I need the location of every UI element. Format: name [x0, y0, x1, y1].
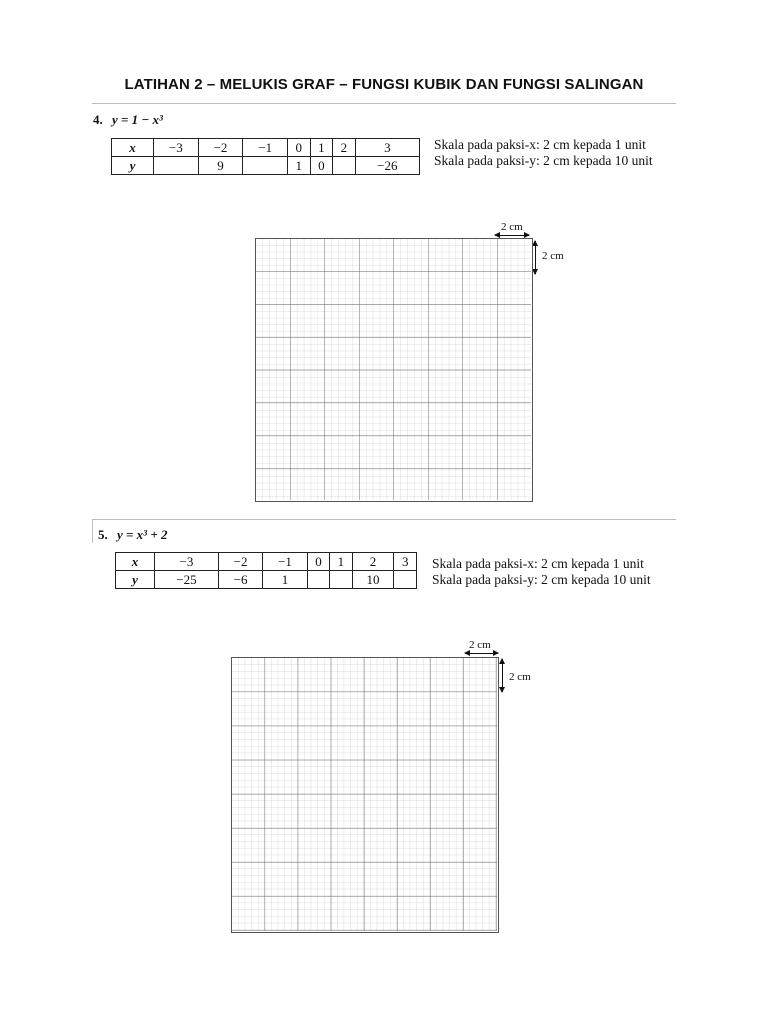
table-row-x [112, 139, 420, 157]
scale-text [432, 556, 651, 588]
table-cell: 2 [333, 139, 356, 157]
dimension-label-vertical: 2 cm [542, 250, 564, 262]
dimension-label-horizontal: 2 cm [469, 639, 491, 651]
table-cell: −3 [154, 139, 199, 157]
table-header-x: x [112, 139, 154, 157]
dimension-arrow-vertical [535, 241, 536, 274]
graph-paper-lines [232, 658, 497, 931]
table-cell: 1 [310, 139, 333, 157]
scale-x-line: Skala pada paksi-x: 2 cm kepada 1 unit [434, 137, 646, 152]
table-cell: 9 [198, 157, 243, 175]
table-cell [330, 571, 352, 589]
table-cell: 3 [394, 553, 417, 571]
table-cell [154, 157, 199, 175]
section-divider [92, 103, 676, 104]
table-cell [307, 571, 329, 589]
table-cell: 1 [330, 553, 352, 571]
table-cell: 0 [307, 553, 329, 571]
table-cell: 2 [352, 553, 394, 571]
table-header-y: y [116, 571, 155, 589]
dimension-arrow-horizontal [465, 653, 498, 654]
graph-paper-lines [256, 239, 531, 500]
table-cell [333, 157, 356, 175]
table-cell: −25 [155, 571, 219, 589]
table-cell: 10 [352, 571, 394, 589]
question-5-heading [98, 527, 167, 543]
section-divider [92, 519, 676, 520]
question-4-heading [93, 112, 163, 128]
dimension-arrow-horizontal [495, 235, 529, 236]
table-row-y [116, 571, 417, 589]
scale-text [434, 137, 653, 169]
table-row-x [116, 553, 417, 571]
question-equation: y = 1 − x³ [112, 112, 163, 127]
table-cell [243, 157, 288, 175]
graph-paper-grid [231, 657, 499, 933]
dimension-label-vertical: 2 cm [509, 671, 531, 683]
table-header-x: x [116, 553, 155, 571]
table-cell: −1 [263, 553, 307, 571]
page-title: LATIHAN 2 – MELUKIS GRAF – FUNGSI KUBIK DAN FUNGSI SALINGAN [124, 76, 644, 93]
scale-y-line: Skala pada paksi-y: 2 cm kepada 10 unit [434, 153, 653, 168]
scale-x-line: Skala pada paksi-x: 2 cm kepada 1 unit [432, 556, 644, 571]
table-header-y: y [112, 157, 154, 175]
graph-paper-grid [255, 238, 533, 502]
section-divider-vertical [92, 519, 93, 543]
table-cell: 3 [355, 139, 419, 157]
table-cell: 0 [310, 157, 333, 175]
table-cell: 0 [288, 139, 311, 157]
question-equation: y = x³ + 2 [117, 527, 168, 542]
value-table [111, 138, 420, 175]
table-row-y [112, 157, 420, 175]
table-cell: −2 [198, 139, 243, 157]
table-cell: −3 [155, 553, 219, 571]
table-cell: 1 [263, 571, 307, 589]
table-cell: 1 [288, 157, 311, 175]
table-cell: −26 [355, 157, 419, 175]
scale-y-line: Skala pada paksi-y: 2 cm kepada 10 unit [432, 572, 651, 587]
question-number: 5. [98, 527, 108, 542]
value-table [115, 552, 417, 589]
table-cell: −2 [218, 553, 262, 571]
dimension-arrow-vertical [502, 659, 503, 692]
table-cell: −6 [218, 571, 262, 589]
table-cell: −1 [243, 139, 288, 157]
dimension-label-horizontal: 2 cm [501, 221, 523, 233]
question-number: 4. [93, 112, 103, 127]
table-cell [394, 571, 417, 589]
